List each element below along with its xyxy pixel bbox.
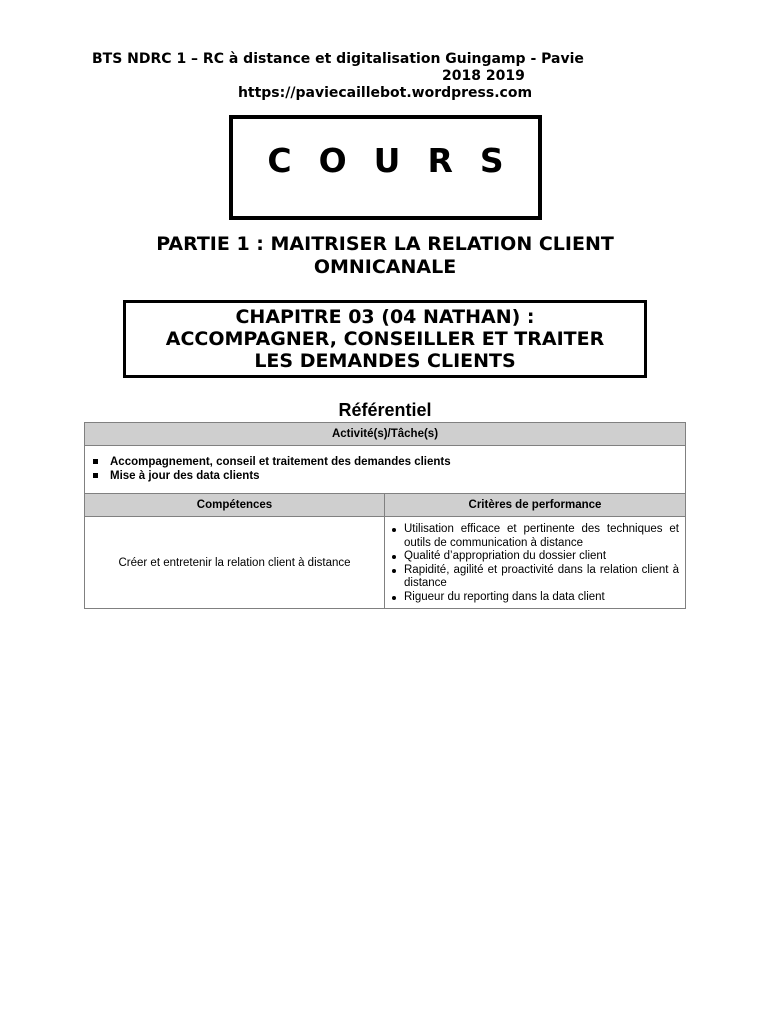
list-item: Rigueur du reporting dans la data client: [391, 591, 679, 605]
square-bullet-icon: [93, 473, 98, 478]
list-item: Accompagnement, conseil et traitement des demandes clients: [93, 455, 685, 469]
chapitre-title-line2: ACCOMPAGNER, CONSEILLER ET TRAITER: [165, 328, 605, 350]
header-url-line: https://paviecaillebot.wordpress.com: [237, 85, 533, 101]
list-item: Mise à jour des data clients: [93, 469, 685, 483]
round-bullet-icon: [392, 528, 396, 532]
cours-title: COURS: [267, 141, 531, 180]
list-item: Utilisation efficace et pertinente des techniques et outils de communication à distance: [391, 523, 679, 550]
list-item: Rapidité, agilité et proactivité dans la relation client à distance: [391, 564, 679, 591]
competences-header: Compétences: [85, 494, 385, 517]
cours-title-box: [229, 115, 542, 220]
chapitre-box: [123, 300, 647, 378]
list-item: Qualité d’appropriation du dossier client: [391, 550, 679, 564]
square-bullet-icon: [93, 459, 98, 464]
header-year-line: 2018 2019: [442, 68, 525, 84]
chapitre-title-line1: CHAPITRE 03 (04 NATHAN) :: [235, 306, 535, 328]
header-course-line: BTS NDRC 1 – RC à distance et digitalisation Guingamp - Pavie: [92, 51, 584, 67]
criteres-list: [391, 523, 679, 604]
partie-title-line1: PARTIE 1 : MAITRISER LA RELATION CLIENT: [156, 233, 614, 255]
partie-title-line2: OMNICANALE: [313, 256, 457, 278]
chapitre-title: [126, 306, 644, 372]
activites-list: [93, 455, 685, 483]
chapitre-title-line3: LES DEMANDES CLIENTS: [254, 350, 516, 372]
round-bullet-icon: [392, 596, 396, 600]
activites-header: Activité(s)/Tâche(s): [85, 423, 686, 446]
referentiel-title: Référentiel: [338, 400, 432, 420]
criteres-header: Critères de performance: [385, 494, 686, 517]
referentiel-table: [84, 422, 686, 609]
criteres-cell: [385, 517, 686, 609]
activites-cell: [85, 446, 686, 494]
round-bullet-icon: [392, 555, 396, 559]
competence-cell: Créer et entretenir la relation client à distance: [85, 517, 385, 609]
round-bullet-icon: [392, 569, 396, 573]
partie-title: [100, 233, 670, 279]
